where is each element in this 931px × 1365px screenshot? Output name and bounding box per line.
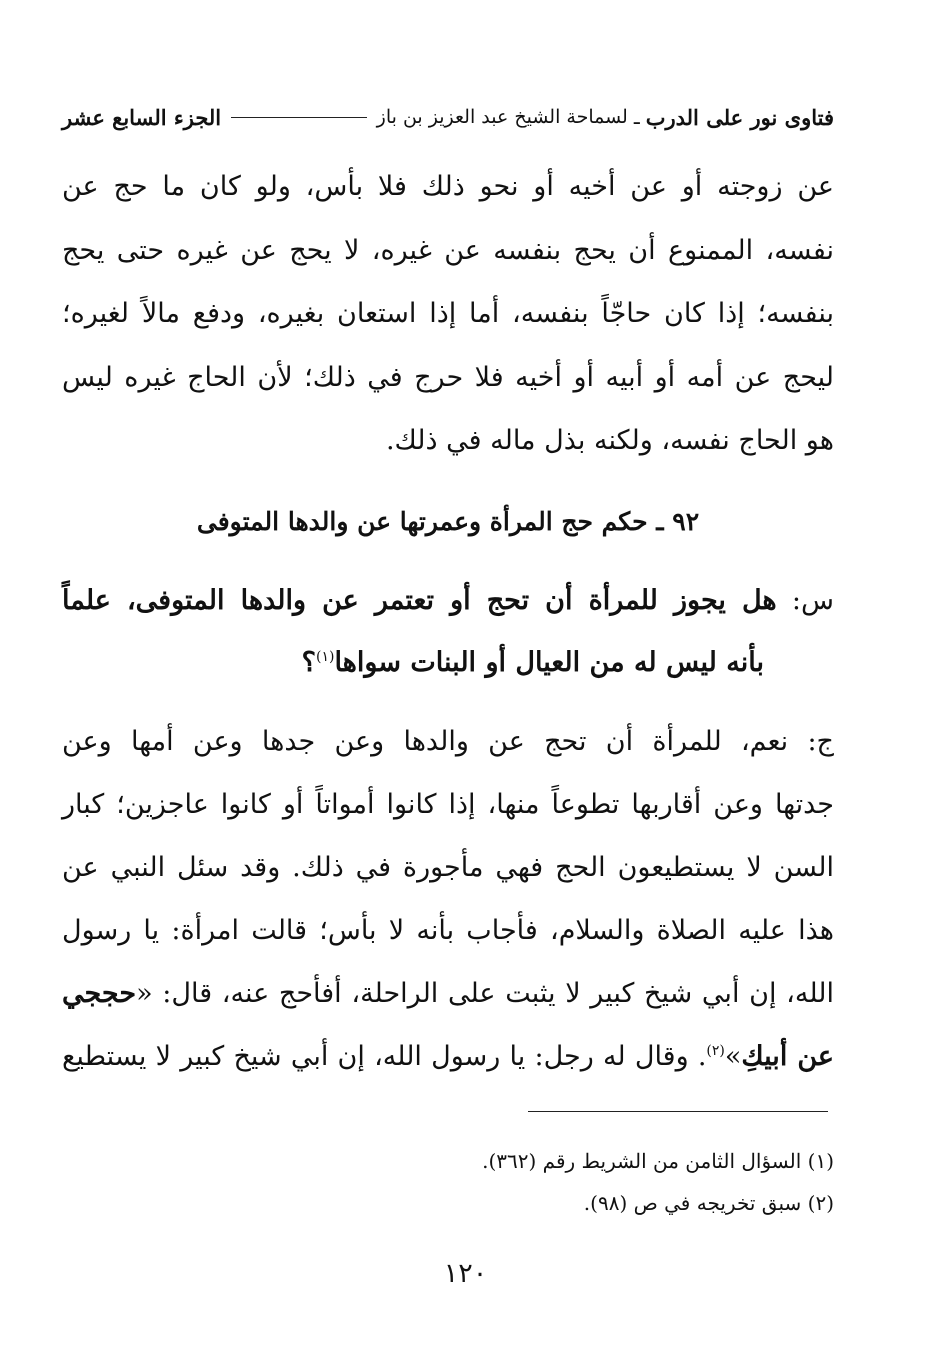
series-title: فتاوى نور على الدرب: [645, 104, 834, 130]
hadith-text: عن أبيكِ: [741, 1041, 834, 1072]
text-line: نفسه، الممنوع أن يحج بنفسه عن غيره، لا يحج عن غيره حتى يحج: [62, 234, 834, 266]
quote-close: »: [724, 1041, 742, 1072]
text-line: هو الحاج نفسه، ولكنه بذل ماله في ذلك.: [385, 425, 834, 456]
text-line: بنفسه؛ إذا كان حاجّاً بنفسه، أما إذا استعان بغيره، ودفع مالاً لغيره؛: [62, 298, 834, 329]
footnotes: [62, 1140, 834, 1224]
text-line: عن زوجته أو عن أخيه أو نحو ذلك فلا بأس، ولو كان ما حج عن: [62, 171, 834, 202]
answer-text: . وقال له رجل: يا رسول الله، إن أبي شيخ كبير لا يستطيع: [62, 1041, 707, 1072]
question-line: [62, 570, 834, 632]
text-line: ليحج عن أمه أو أبيه أو أخيه فلا حرج في ذلك؛ لأن الحاج غيره ليس: [62, 361, 834, 393]
footnote: (١) السؤال الثامن من الشريط رقم (٣٦٢).: [482, 1149, 834, 1173]
answer-line: السن لا يستطيعون الحج فهي مأجورة في ذلك. وقد سئل النبي عن: [62, 852, 834, 883]
question-line: [62, 632, 834, 694]
answer-line: [62, 962, 834, 1025]
answer-line: [62, 1025, 834, 1088]
section-heading: ٩٢ ـ حكم حج المرأة وعمرتها عن والدها المتوفى: [196, 507, 700, 536]
hadith-text: حججي: [62, 978, 137, 1009]
author-name: لسماحة الشيخ عبد العزيز بن باز: [376, 106, 628, 128]
header-rule: [231, 117, 367, 118]
footnote-rule: [528, 1111, 828, 1112]
question-mark: ؟: [301, 647, 316, 678]
footnote-ref: (١): [315, 649, 335, 665]
footnote: (٢) سبق تخريجه في ص (٩٨).: [583, 1191, 834, 1215]
previous-answer: [62, 155, 834, 473]
header-separator: ـ: [633, 105, 640, 129]
answer-line: جدتها وعن أقاربها تطوعاً منها، إذا كانوا أمواتاً أو كانوا عاجزين؛ كبار: [62, 789, 834, 820]
answer-line: هذا عليه الصلاة والسلام، فأجاب بأنه لا بأس؛ قالت امرأة: يا رسول: [62, 915, 834, 946]
answer: [62, 710, 834, 1088]
question-text: بأنه ليس له من العيال أو البنات سواها: [334, 647, 764, 678]
page-number: ١٢٠: [443, 1258, 488, 1289]
answer-line: ج: نعم، للمرأة أن تحج عن والدها وعن جدها وعن أمها وعن: [62, 726, 834, 757]
question: [62, 570, 834, 694]
running-header: [62, 100, 834, 134]
volume-part: الجزء السابع عشر: [62, 104, 222, 130]
footnote-ref: (٢): [706, 1043, 725, 1059]
question-text: هل يجوز للمرأة أن تحج أو تعتمر عن والدها المتوفى، علماً: [62, 585, 777, 616]
question-prefix: س:: [776, 585, 834, 616]
answer-text: الله، إن أبي شيخ كبير لا يثبت على الراحلة، أفأحج عنه، قال: «: [136, 978, 834, 1009]
